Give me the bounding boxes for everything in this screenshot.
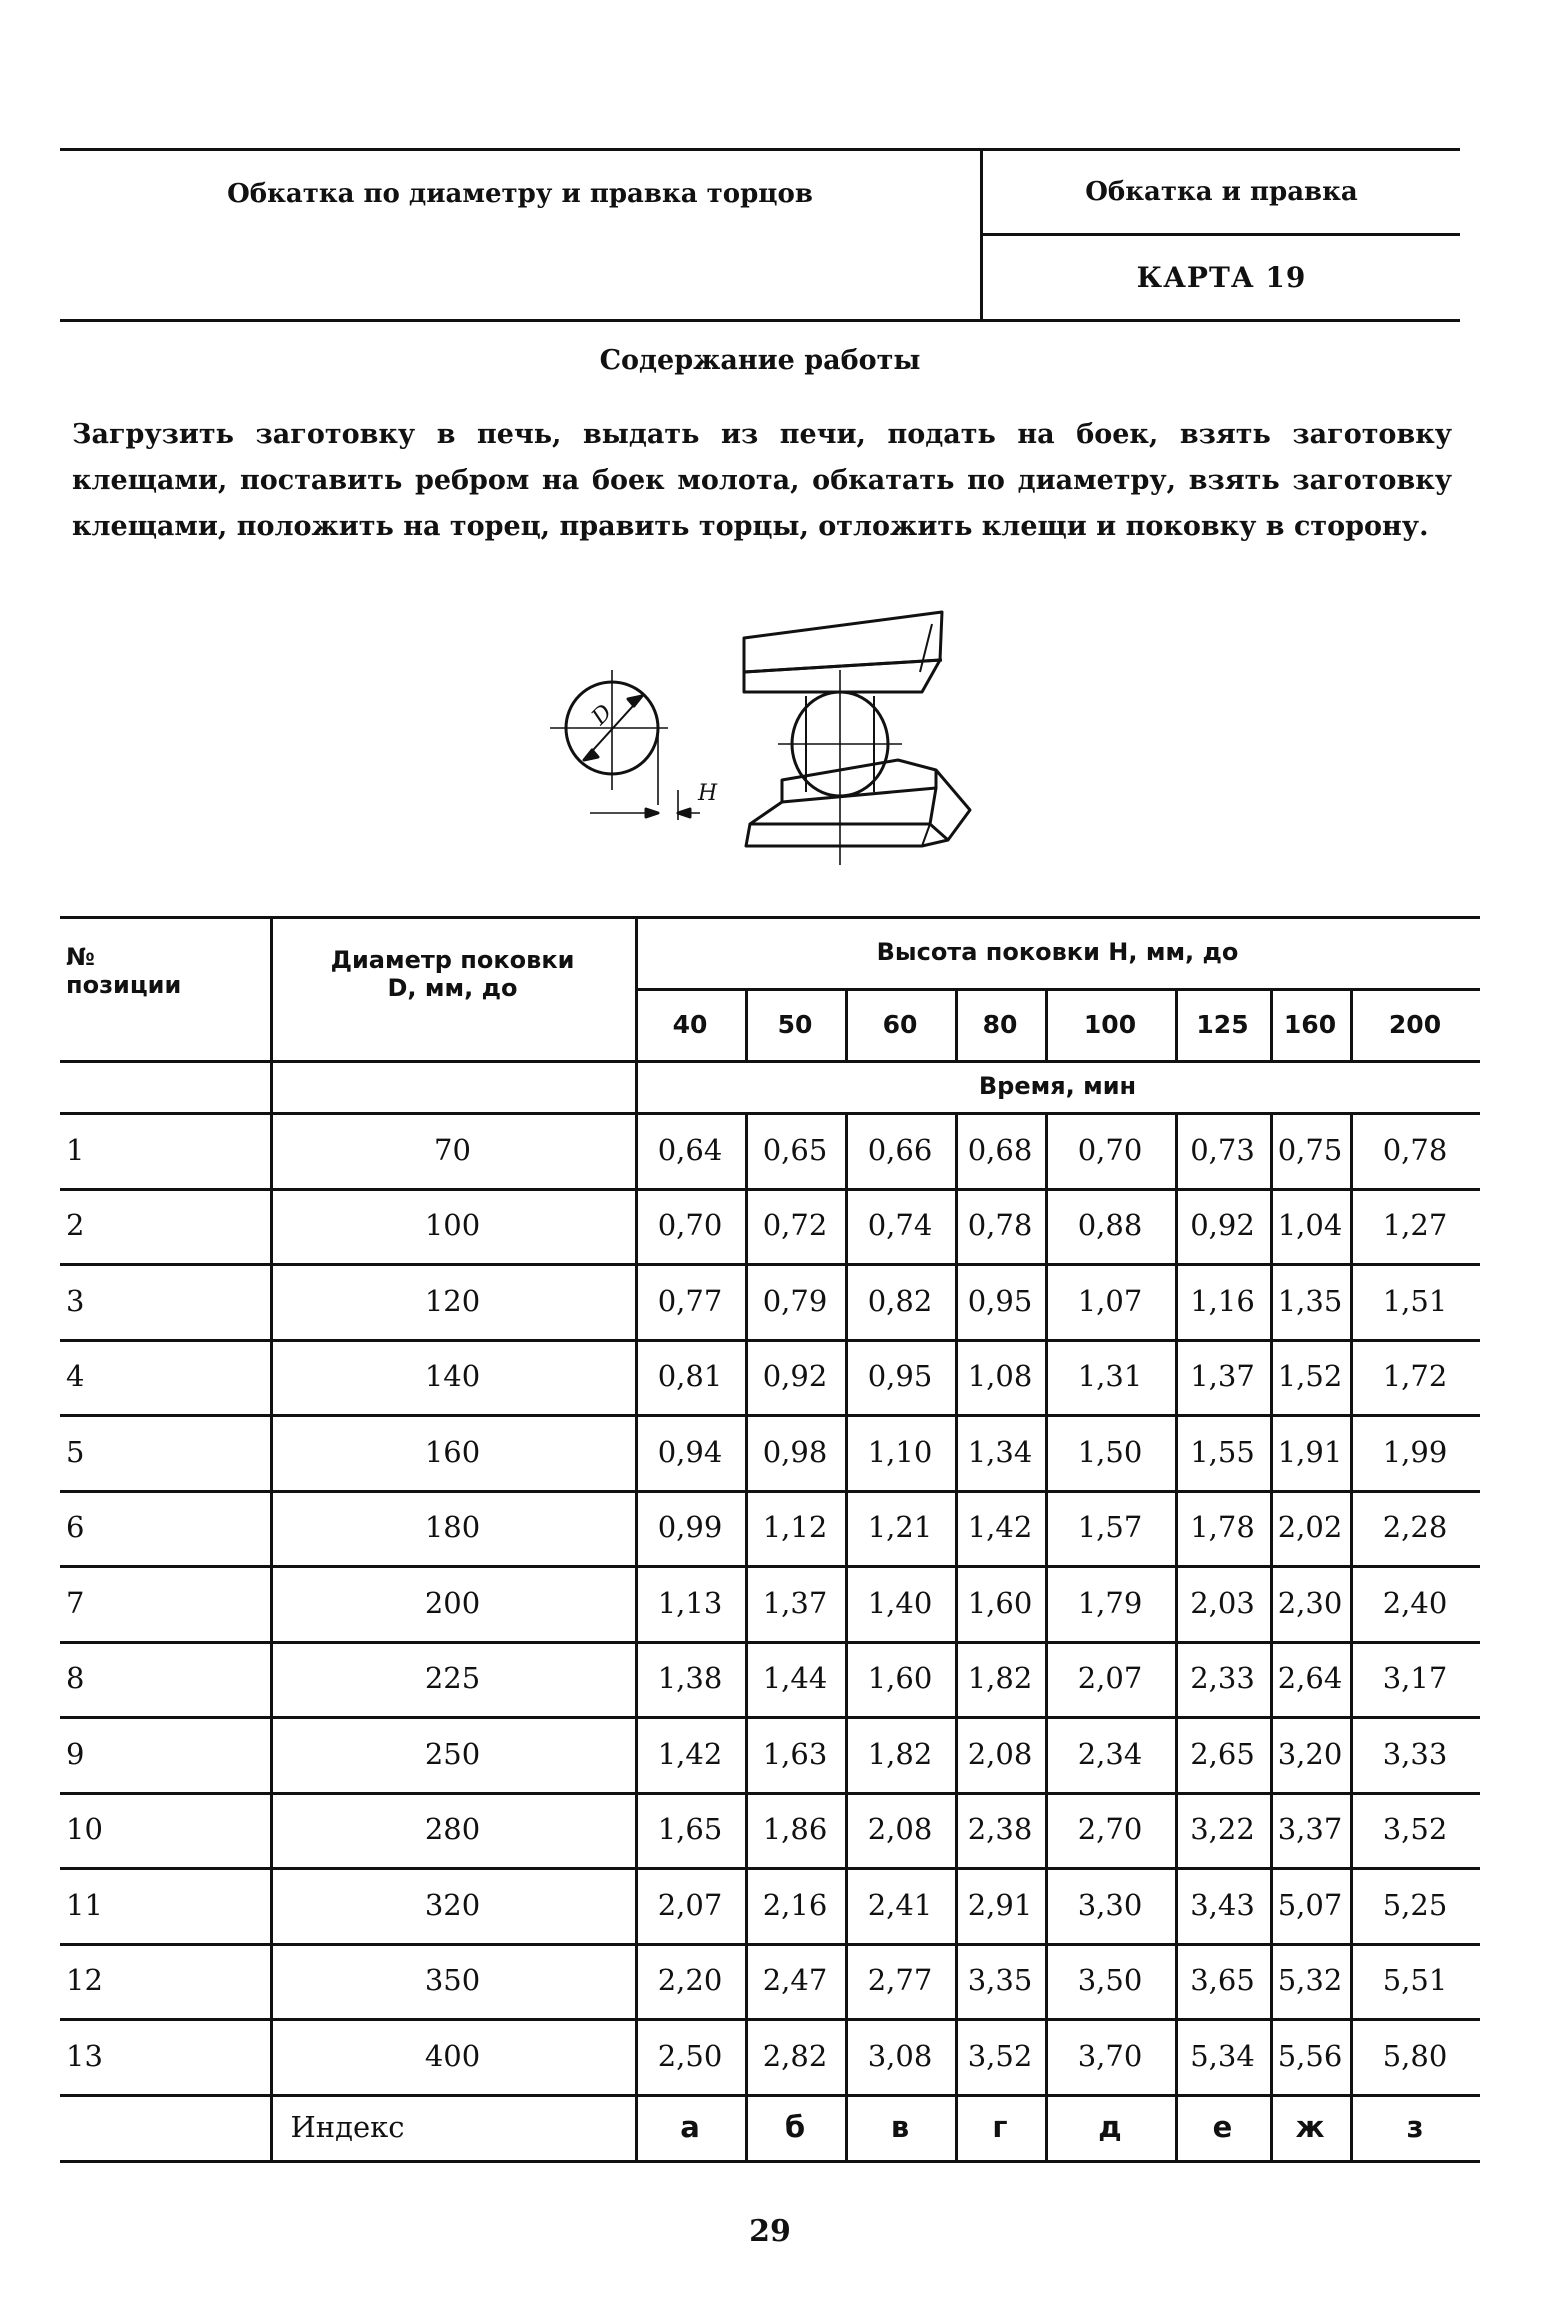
row-position: 1 [66, 1132, 85, 1167]
time-cell: 1,08 [967, 1359, 1033, 1394]
time-cell: 1,21 [867, 1510, 933, 1545]
time-cell: 2,40 [1382, 1585, 1448, 1620]
table-divider [955, 988, 958, 1060]
height-header-200: 200 [1388, 1009, 1442, 1039]
table-rule [60, 1339, 1480, 1342]
time-cell: 3,52 [1382, 1812, 1448, 1847]
category-title: Обкатка и правка [983, 151, 1460, 236]
time-cell: 1,42 [657, 1736, 723, 1771]
h-label: H [698, 781, 718, 806]
time-cell: 2,33 [1190, 1661, 1255, 1696]
time-cell: 0,73 [1190, 1132, 1255, 1167]
row-position: 6 [66, 1510, 85, 1545]
row-diameter: 160 [424, 1434, 481, 1469]
time-cell: 1,13 [657, 1585, 723, 1620]
col-diameter-header: Диаметр поковки D, мм, до [330, 946, 575, 1002]
time-cell: 0,78 [967, 1208, 1033, 1243]
time-cell: 0,72 [762, 1208, 828, 1243]
time-cell: 1,60 [967, 1585, 1033, 1620]
row-diameter: 70 [434, 1132, 471, 1167]
table-divider [745, 1112, 748, 2160]
row-diameter: 225 [424, 1661, 481, 1696]
table-rule [60, 1943, 1480, 1946]
height-header-80: 80 [982, 1009, 1018, 1039]
time-cell: 2,08 [967, 1736, 1033, 1771]
height-header-50: 50 [777, 1009, 813, 1039]
index-cell: в [890, 2109, 910, 2144]
table-rule [60, 2094, 1480, 2097]
row-diameter: 100 [424, 1208, 481, 1243]
table-divider [270, 916, 273, 2160]
table-rule [60, 1641, 1480, 1644]
time-cell: 0,68 [967, 1132, 1033, 1167]
index-label: Индекс [290, 2109, 405, 2144]
time-cell: 0,78 [1382, 1132, 1448, 1167]
time-cell: 5,07 [1277, 1887, 1343, 1922]
row-position: 7 [66, 1585, 85, 1620]
table-divider [1175, 988, 1178, 1060]
row-position: 4 [66, 1359, 85, 1394]
row-diameter: 350 [424, 1963, 481, 1998]
row-position: 12 [66, 1963, 103, 1998]
table-rule [60, 2018, 1480, 2021]
time-cell: 0,81 [657, 1359, 723, 1394]
height-header-100: 100 [1083, 1009, 1137, 1039]
row-position: 10 [66, 1812, 103, 1847]
time-cell: 2,28 [1382, 1510, 1448, 1545]
index-cell: д [1098, 2109, 1122, 2144]
time-cell: 0,99 [657, 1510, 723, 1545]
index-cell: з [1406, 2109, 1424, 2144]
time-cell: 3,30 [1077, 1887, 1143, 1922]
time-cell: 1,86 [762, 1812, 828, 1847]
time-cell: 1,42 [967, 1510, 1033, 1545]
row-diameter: 400 [424, 2038, 481, 2073]
page-number: 29 [749, 2214, 791, 2249]
time-cell: 1,79 [1077, 1585, 1143, 1620]
time-cell: 1,91 [1277, 1434, 1343, 1469]
time-cell: 0,92 [1190, 1208, 1255, 1243]
time-cell: 2,65 [1190, 1736, 1255, 1771]
time-cell: 0,82 [867, 1283, 933, 1318]
table-rule [60, 916, 1480, 919]
time-cell: 1,63 [762, 1736, 828, 1771]
time-cell: 0,88 [1077, 1208, 1143, 1243]
row-diameter: 280 [424, 1812, 481, 1847]
time-cell: 0,94 [657, 1434, 723, 1469]
table-divider [1045, 988, 1048, 1060]
row-diameter: 180 [424, 1510, 481, 1545]
time-cell: 0,95 [867, 1359, 933, 1394]
lower-die [746, 760, 970, 846]
time-cell: 2,77 [867, 1963, 933, 1998]
col-height-header: Высота поковки Н, мм, до [876, 938, 1239, 966]
time-cell: 2,03 [1190, 1585, 1255, 1620]
time-cell: 0,64 [657, 1132, 723, 1167]
table-rule [60, 1792, 1480, 1795]
time-cell: 2,38 [967, 1812, 1033, 1847]
time-cell: 2,47 [762, 1963, 828, 1998]
time-cell: 2,50 [657, 2038, 723, 2073]
time-cell: 3,35 [967, 1963, 1033, 1998]
time-cell: 1,35 [1277, 1283, 1343, 1318]
table-divider [1175, 1112, 1178, 2160]
time-cell: 3,22 [1190, 1812, 1255, 1847]
time-cell: 3,52 [967, 2038, 1033, 2073]
operation-cell [60, 151, 983, 319]
table-rule [60, 1716, 1480, 1719]
time-cell: 0,70 [657, 1208, 723, 1243]
time-cell: 2,08 [867, 1812, 933, 1847]
time-cell: 0,70 [1077, 1132, 1143, 1167]
index-cell: г [992, 2109, 1008, 2144]
forging [778, 670, 902, 865]
row-position: 13 [66, 2038, 103, 2073]
row-position: 3 [66, 1283, 85, 1318]
height-header-60: 60 [882, 1009, 918, 1039]
row-position: 9 [66, 1736, 85, 1771]
time-cell: 1,04 [1277, 1208, 1343, 1243]
time-cell: 1,57 [1077, 1510, 1143, 1545]
time-cell: 1,99 [1382, 1434, 1448, 1469]
time-cell: 1,82 [867, 1736, 933, 1771]
time-cell: 1,50 [1077, 1434, 1143, 1469]
upper-die [744, 612, 942, 692]
time-cell: 1,10 [867, 1434, 933, 1469]
table-divider [845, 988, 848, 1060]
time-cell: 1,16 [1190, 1283, 1255, 1318]
time-cell: 5,56 [1277, 2038, 1343, 2073]
time-cell: 0,79 [762, 1283, 828, 1318]
height-header-125: 125 [1196, 1009, 1249, 1039]
time-cell: 2,70 [1077, 1812, 1143, 1847]
row-diameter: 250 [424, 1736, 481, 1771]
time-cell: 0,74 [867, 1208, 933, 1243]
card-number: КАРТА 19 [1136, 261, 1307, 294]
workpiece-circle [550, 670, 700, 820]
time-cell: 1,07 [1077, 1283, 1143, 1318]
time-cell: 3,20 [1277, 1736, 1343, 1771]
row-diameter: 140 [424, 1359, 481, 1394]
time-cell: 5,34 [1190, 2038, 1255, 2073]
col-position-header: № позиции [66, 943, 182, 999]
table-rule [60, 1867, 1480, 1870]
table-rule [60, 2160, 1480, 2163]
time-cell: 1,31 [1077, 1359, 1143, 1394]
time-cell: 5,51 [1382, 1963, 1448, 1998]
time-cell: 3,33 [1382, 1736, 1448, 1771]
time-cell: 1,34 [967, 1434, 1033, 1469]
time-cell: 2,91 [967, 1887, 1033, 1922]
time-cell: 2,34 [1077, 1736, 1143, 1771]
time-cell: 3,65 [1190, 1963, 1255, 1998]
table-divider [1270, 988, 1273, 1060]
d-label: D [587, 699, 618, 731]
work-description: Загрузить заготовку в печь, выдать из печи, подать на боек, взять заготовку клещами, поставить ребром на боек молота, обкатать по диаметру, взять заготовку клещами, положить на торец, править торцы, отложить клещи и поковку в сторону. [72, 419, 1452, 542]
time-cell: 1,82 [967, 1661, 1033, 1696]
time-cell: 1,51 [1382, 1283, 1448, 1318]
time-cell: 0,77 [657, 1283, 723, 1318]
row-position: 2 [66, 1208, 85, 1243]
time-cell: 2,64 [1277, 1661, 1343, 1696]
time-cell: 5,80 [1382, 2038, 1448, 2073]
time-cell: 5,32 [1277, 1963, 1343, 1998]
time-cell: 3,37 [1277, 1812, 1343, 1847]
height-header-160: 160 [1283, 1009, 1337, 1039]
time-cell: 0,95 [967, 1283, 1033, 1318]
time-cell: 0,66 [867, 1132, 933, 1167]
time-cell: 1,65 [657, 1812, 723, 1847]
row-position: 5 [66, 1434, 85, 1469]
time-cell: 2,07 [657, 1887, 723, 1922]
index-cell: е [1212, 2109, 1233, 2144]
time-table [60, 916, 1480, 2162]
card-header [60, 148, 1460, 322]
row-diameter: 120 [424, 1283, 481, 1318]
time-cell: 2,30 [1277, 1585, 1343, 1620]
time-cell: 2,07 [1077, 1661, 1143, 1696]
section-title: Содержание работы [599, 345, 921, 376]
time-cell: 1,78 [1190, 1510, 1255, 1545]
table-divider [745, 988, 748, 1060]
table-divider [1350, 1112, 1353, 2160]
time-cell: 2,02 [1277, 1510, 1343, 1545]
time-cell: 2,20 [657, 1963, 723, 1998]
table-rule [60, 1112, 1480, 1115]
time-cell: 1,37 [762, 1585, 828, 1620]
forging-diagram [550, 600, 1000, 880]
table-divider [1045, 1112, 1048, 2160]
index-cell: б [784, 2109, 806, 2144]
time-cell: 2,82 [762, 2038, 828, 2073]
time-cell: 3,50 [1077, 1963, 1143, 1998]
time-cell: 1,52 [1277, 1359, 1343, 1394]
table-rule [60, 1188, 1480, 1191]
time-cell: 1,12 [762, 1510, 828, 1545]
index-cell: ж [1295, 2109, 1325, 2144]
time-cell: 1,55 [1190, 1434, 1255, 1469]
table-rule [60, 1060, 1480, 1063]
table-rule [635, 988, 1480, 991]
time-cell: 3,70 [1077, 2038, 1143, 2073]
time-cell: 1,37 [1190, 1359, 1255, 1394]
table-divider [845, 1112, 848, 2160]
table-divider [1270, 1112, 1273, 2160]
time-cell: 1,72 [1382, 1359, 1448, 1394]
row-diameter: 320 [424, 1887, 481, 1922]
time-cell: 3,17 [1382, 1661, 1448, 1696]
table-divider [635, 916, 638, 2160]
time-cell: 2,41 [867, 1887, 933, 1922]
time-cell: 1,60 [867, 1661, 933, 1696]
table-rule [60, 1490, 1480, 1493]
row-position: 11 [66, 1887, 103, 1922]
table-rule [60, 1414, 1480, 1417]
time-cell: 1,27 [1382, 1208, 1448, 1243]
time-cell: 0,65 [762, 1132, 828, 1167]
height-header-40: 40 [672, 1009, 708, 1039]
table-divider [1350, 988, 1353, 1060]
time-cell: 2,16 [762, 1887, 828, 1922]
table-divider [955, 1112, 958, 2160]
time-cell: 5,25 [1382, 1887, 1448, 1922]
time-cell: 0,92 [762, 1359, 828, 1394]
row-position: 8 [66, 1661, 85, 1696]
time-cell: 0,75 [1277, 1132, 1343, 1167]
operation-title: Обкатка по диаметру и правка торцов [227, 179, 813, 209]
time-cell: 3,08 [867, 2038, 933, 2073]
time-cell: 3,43 [1190, 1887, 1255, 1922]
time-cell: 1,40 [867, 1585, 933, 1620]
table-rule [60, 1565, 1480, 1568]
time-label: Время, мин [978, 1072, 1137, 1100]
index-cell: а [680, 2109, 700, 2144]
time-cell: 1,44 [762, 1661, 828, 1696]
time-cell: 1,38 [657, 1661, 723, 1696]
row-diameter: 200 [424, 1585, 481, 1620]
time-cell: 0,98 [762, 1434, 828, 1469]
table-rule [60, 1263, 1480, 1266]
